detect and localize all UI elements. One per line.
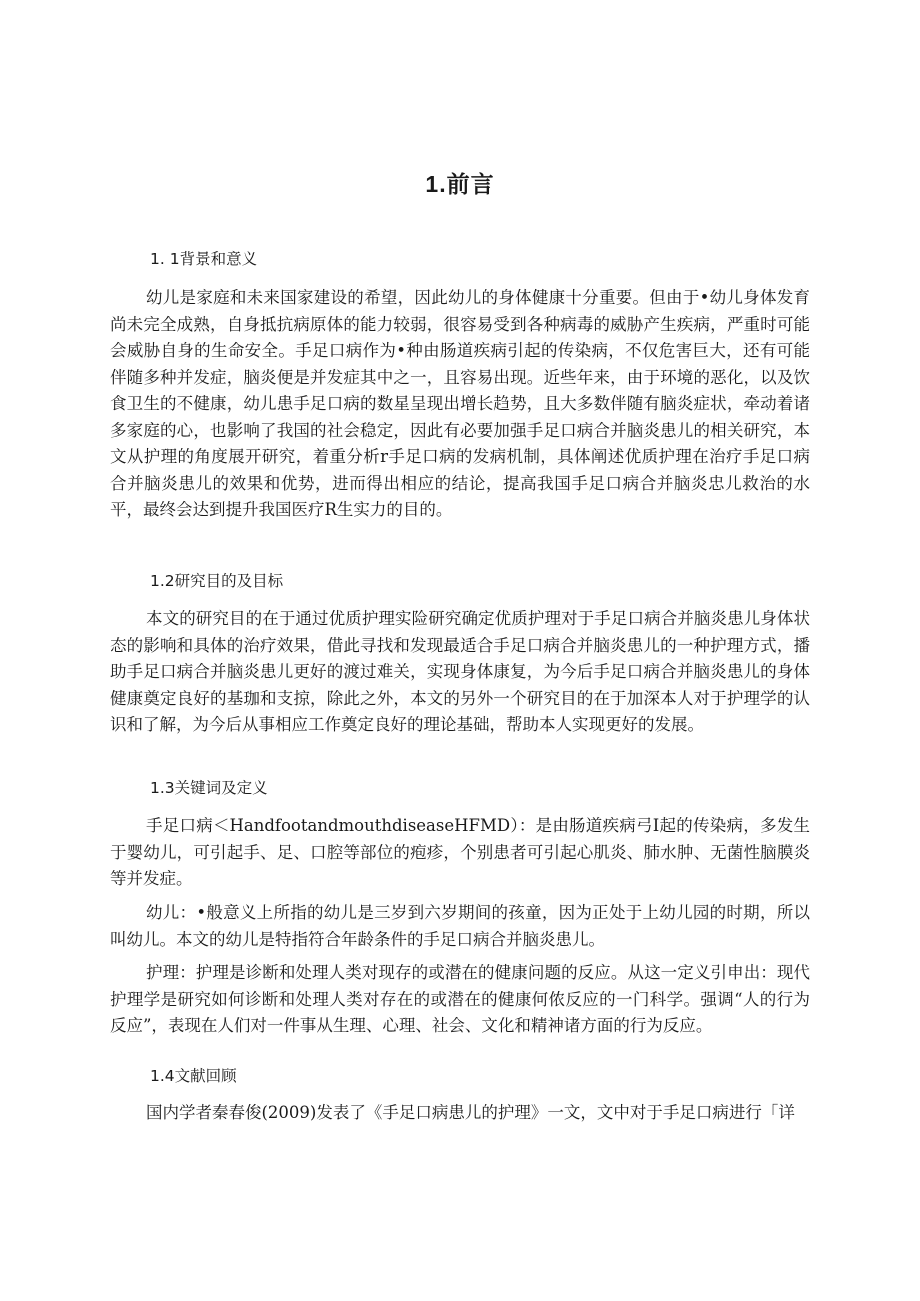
section-heading-1-1: 1. 1背景和意义 (150, 250, 258, 268)
paragraph-def-nursing: 护理：护理是诊断和处理人类对现存的或潜在的健康问题的反应。从这一定义引申出：现代护理学是研究如何诊断和处理人类对存在的或潜在的健康何侬反应的一门科学。强调“人的行为反应”，表现在人们对一件事从生理、心理、社会、文化和精神诸方面的行为反应。 (110, 963, 810, 1035)
paragraph-research-goal: 本文的研究目的在于通过优质护理实险研究确定优质护理对于手足口病合并脑炎患儿身体状态的影响和具体的治疗效果，借此寻找和发现最适合手足口病合并脑炎患儿的一种护理方式，播助手足口病合并脑炎患儿更好的渡过难关，实现身体康复，为今后手足口病合并脑炎患儿的身体健康奠定良好的基珈和支掠，除此之外，本文的另外一个研究目的在于加深本人对于护理学的认识和了解，为今后从事相应工作奠定良好的理论基础，帮助本人实现更好的发展。 (110, 609, 810, 734)
paragraph-literature: 国内学者秦春俊(2009)发表了《手足口病患儿的护理》一文，文中对于手足口病进行「详 (146, 1103, 795, 1122)
section-heading-1-3: 1.3关键词及定义 (150, 779, 268, 797)
paragraph-background: 幼儿是家庭和未来国家建设的希望，因此幼儿的身体健康十分重要。但由于•幼儿身体发育尚未完全成熟，自身抵抗病原体的能力较弱，很容易受到各种病毒的威胁产生疾病，严重时可能会威胁自身的生命安全。手足口病作为•种由肠道疾病引起的传染病，不仅危害巨大，还有可能伴随多种并发症，脑炎便是并发症其中之一，且容易出现。近些年来，由于环境的恶化，以及饮食卫生的不健康，幼儿患手足口病的数星呈现出增长趋势，且大多数伴随有脑炎症状，牵动着诸多家庭的心，也影响了我国的社会稳定，因此有必要加强手足口病合并脑炎患儿的相关研究，本文从护理的角度展开研究，着重分析r手足口病的发病机制，具体阐述优质护理在治疗手足口病合并脑炎患儿的效果和优势，进而得出相应的结论，提高我国手足口病合并脑炎忠儿救治的水平，最终会达到提升我国医疗R生实力的目的。 (110, 288, 810, 519)
section-heading-1-2: 1.2研究目的及目标 (150, 572, 284, 590)
paragraph-def-hfmd: 手足口病＜HandfootandmouthdiseaseHFMD）：是由肠道疾病弓I起的传染病，多发生于婴幼儿，可引起手、足、口腔等部位的疱疹，个别患者可引起心肌炎、肺水肿、无菌性脑膜炎等并发症。 (110, 816, 810, 888)
section-heading-1-4: 1.4文献回顾 (150, 1067, 237, 1085)
paragraph-def-child: 幼儿：•般意义上所指的幼儿是三岁到六岁期间的孩童，因为正处于上幼儿园的时期，所以叫幼儿。本文的幼儿是特指符合年龄条件的手足口病合并脑炎患儿。 (110, 903, 810, 949)
page-title: 1.前言 (425, 171, 495, 197)
